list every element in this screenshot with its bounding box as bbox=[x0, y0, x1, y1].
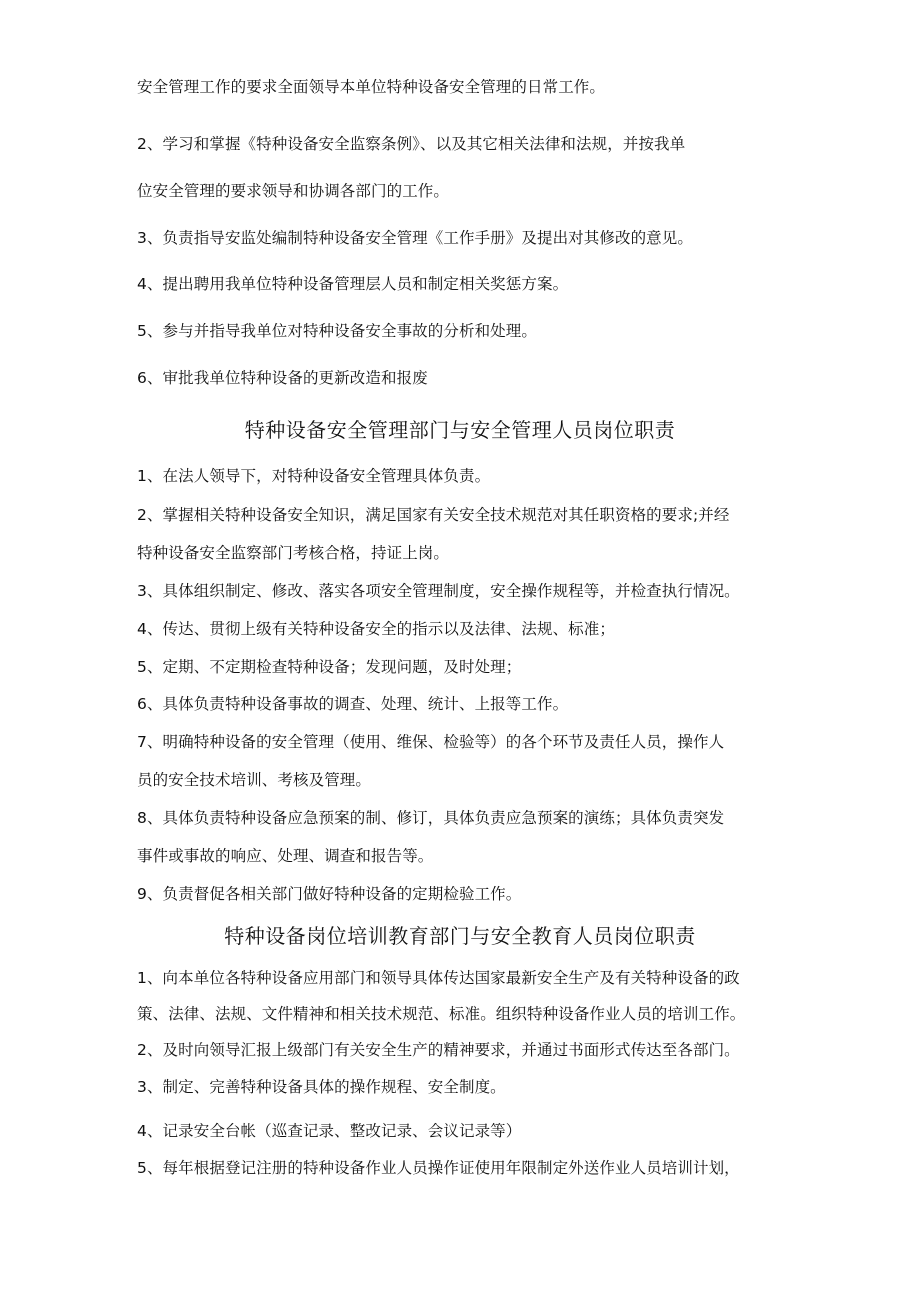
s2-line-11: 9、负责督促各相关部门做好特种设备的定期检验工作。 bbox=[137, 885, 522, 903]
s2-line-7: 7、明确特种设备的安全管理（使用、维保、检验等）的各个环节及责任人员，操作人 bbox=[137, 733, 725, 751]
s3-line-1: 策、法律、法规、文件精神和相关技术规范、标准。组织特种设备作业人员的培训工作。 bbox=[137, 1005, 746, 1023]
s3-line-2: 2、及时向领导汇报上级部门有关安全生产的精神要求，并通过书面形式传达至各部门。 bbox=[137, 1041, 740, 1059]
s1-line-5: 5、参与并指导我单位对特种设备安全事故的分析和处理。 bbox=[137, 322, 537, 340]
s2-line-8: 员的安全技术培训、考核及管理。 bbox=[137, 771, 372, 789]
s1-line-6: 6、审批我单位特种设备的更新改造和报废 bbox=[137, 369, 428, 387]
s1-line-2: 位安全管理的要求领导和协调各部门的工作。 bbox=[137, 182, 450, 200]
s3-line-5: 5、每年根据登记注册的特种设备作业人员操作证使用年限制定外送作业人员培训计划， bbox=[137, 1159, 740, 1177]
section3-heading: 特种设备岗位培训教育部门与安全教育人员岗位职责 bbox=[224, 924, 696, 948]
section2-heading: 特种设备安全管理部门与安全管理人员岗位职责 bbox=[244, 418, 676, 442]
s2-line-1: 2、掌握相关特种设备安全知识，满足国家有关安全技术规范对其任职资格的要求;并经 bbox=[137, 506, 730, 524]
s1-line-3: 3、负责指导安监处编制特种设备安全管理《工作手册》及提出对其修改的意见。 bbox=[137, 229, 693, 247]
s2-line-3: 3、具体组织制定、修改、落实各项安全管理制度，安全操作规程等，并检查执行情况。 bbox=[137, 582, 740, 600]
s1-line-1: 2、学习和掌握《特种设备安全监察条例》、以及其它相关法律和法规，并按我单 bbox=[137, 135, 686, 153]
s3-line-3: 3、制定、完善特种设备具体的操作规程、安全制度。 bbox=[137, 1078, 506, 1096]
s3-line-4: 4、记录安全台帐（巡查记录、整改记录、会议记录等） bbox=[137, 1122, 522, 1140]
s1-line-0: 安全管理工作的要求全面领导本单位特种设备安全管理的日常工作。 bbox=[137, 78, 606, 96]
s3-line-0: 1、向本单位各特种设备应用部门和领导具体传达国家最新安全生产及有关特种设备的政 bbox=[137, 969, 740, 987]
s1-line-4: 4、提出聘用我单位特种设备管理层人员和制定相关奖惩方案。 bbox=[137, 275, 569, 293]
s2-line-9: 8、具体负责特种设备应急预案的制、修订，具体负责应急预案的演练；具体负责突发 bbox=[137, 809, 725, 827]
s2-line-2: 特种设备安全监察部门考核合格，持证上岗。 bbox=[137, 544, 450, 562]
s2-line-5: 5、定期、不定期检查特种设备；发现问题，及时处理； bbox=[137, 658, 522, 676]
s2-line-10: 事件或事故的响应、处理、调查和报告等。 bbox=[137, 847, 434, 865]
s2-line-4: 4、传达、贯彻上级有关特种设备安全的指示以及法律、法规、标准； bbox=[137, 620, 615, 638]
s2-line-6: 6、具体负责特种设备事故的调查、处理、统计、上报等工作。 bbox=[137, 695, 569, 713]
s2-line-0: 1、在法人领导下，对特种设备安全管理具体负责。 bbox=[137, 467, 491, 485]
